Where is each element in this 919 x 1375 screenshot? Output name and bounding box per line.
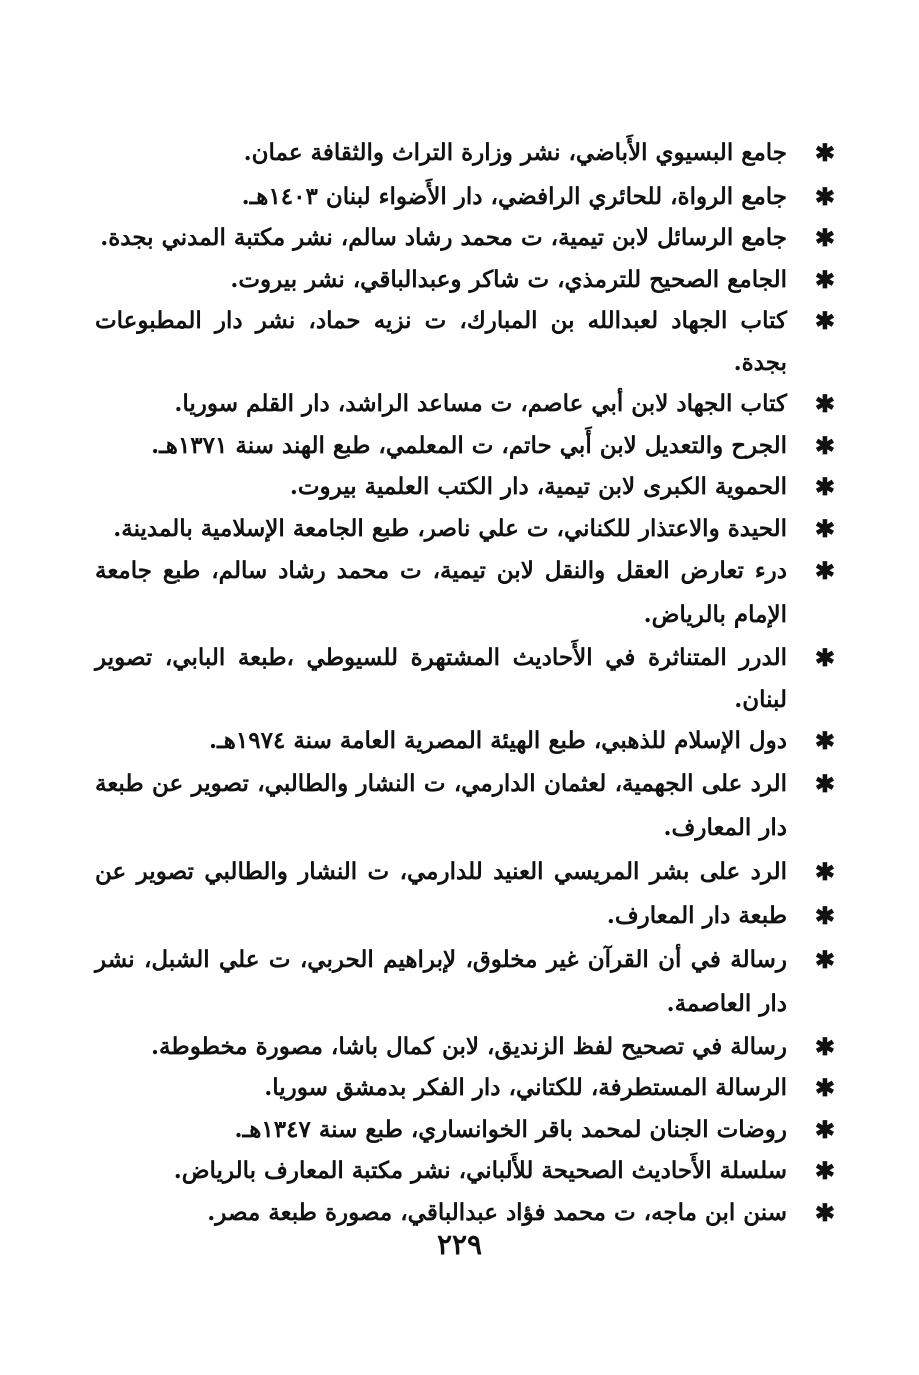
asterisk-bullet-icon: ✱ bbox=[814, 264, 835, 294]
asterisk-bullet-icon: ✱ bbox=[814, 1197, 835, 1227]
asterisk-bullet-icon: ✱ bbox=[814, 389, 835, 418]
asterisk-bullet-icon: ✱ bbox=[814, 726, 835, 755]
bibliography-list bbox=[95, 132, 835, 1233]
asterisk-bullet-icon: ✱ bbox=[814, 472, 835, 501]
entry-text: سلسلة الأَحاديث الصحيحة للأَلباني، نشر مكتبة المعارف بالرياض. bbox=[173, 1157, 787, 1184]
entry-text: الدرر المتناثرة في الأَحاديث المشتهرة للسيوطي ،طبعة البابي، تصوير لبنان. bbox=[95, 644, 787, 713]
entry-text: جامع البسيوي الأَباضي، نشر وزارة التراث والثقافة عمان. bbox=[243, 139, 787, 166]
bibliography-entry bbox=[95, 217, 835, 259]
entry-text: الحيدة والاعتذار للكناني، ت علي ناصر، طبع الجامعة الإسلامية بالمدينة. bbox=[113, 514, 787, 542]
entry-text: جامع الرواة، للحائري الرافضي، دار الأَضواء لبنان ١٤٠٣هـ. bbox=[241, 182, 787, 210]
bibliography-entry bbox=[95, 637, 835, 720]
bibliography-entry bbox=[95, 1192, 835, 1234]
bibliography-entry bbox=[95, 1067, 835, 1109]
bibliography-entry bbox=[95, 176, 835, 218]
asterisk-bullet-icon: ✱ bbox=[814, 181, 835, 211]
bibliography-entry bbox=[95, 383, 835, 425]
asterisk-bullet-icon: ✱ bbox=[814, 138, 835, 167]
entry-text: روضات الجنان لمحمد باقر الخوانساري، طبع سنة ١٣٤٧هـ. bbox=[234, 1115, 787, 1143]
entry-text: درء تعارض العقل والنقل لابن تيمية، ت محمد رشاد سالم، طبع جامعة الإمام بالرياض. bbox=[95, 557, 787, 628]
bibliography-entry bbox=[95, 762, 835, 850]
entry-text: الجامع الصحيح للترمذي، ت شاكر وعبدالباقي، نشر بيروت. bbox=[230, 265, 787, 293]
entry-text: الرسالة المستطرفة، للكتاني، دار الفكر بدمشق سوريا. bbox=[264, 1074, 787, 1101]
asterisk-bullet-icon: ✱ bbox=[814, 556, 835, 585]
asterisk-bullet-icon: ✱ bbox=[814, 223, 835, 252]
asterisk-bullet-icon: ✱ bbox=[814, 1156, 835, 1185]
asterisk-bullet-icon: ✱ bbox=[814, 944, 835, 974]
asterisk-bullet-icon: ✱ bbox=[814, 900, 835, 930]
asterisk-bullet-icon: ✱ bbox=[814, 1031, 835, 1061]
asterisk-bullet-icon: ✱ bbox=[814, 1073, 835, 1102]
asterisk-bullet-icon: ✱ bbox=[814, 306, 835, 335]
entry-text: الرد على بشر المريسي العنيد للدارمي، ت النشار والطالبي تصوير عن طبعة دار المعارف. bbox=[95, 857, 787, 929]
bibliography-entry bbox=[95, 425, 835, 467]
entry-text: رسالة في أن القرآن غير مخلوق، لإبراهيم الحربي، ت علي الشبل، نشر دار العاصمة. bbox=[95, 945, 787, 1017]
page-number: ٢٢٩ bbox=[436, 1228, 483, 1261]
asterisk-bullet-icon: ✱ bbox=[814, 643, 835, 672]
bibliography-entry bbox=[95, 1026, 835, 1068]
entry-text: دول الإسلام للذهبي، طبع الهيئة المصرية العامة سنة ١٩٧٤هـ. bbox=[209, 727, 787, 754]
bibliography-entry bbox=[95, 1150, 835, 1192]
asterisk-bullet-icon: ✱ bbox=[814, 1114, 835, 1144]
bibliography-entry bbox=[95, 1109, 835, 1151]
asterisk-bullet-icon: ✱ bbox=[814, 768, 835, 798]
entry-text: سنن ابن ماجه، ت محمد فؤاد عبدالباقي، مصورة طبعة مصر. bbox=[207, 1198, 787, 1226]
bibliography-entry bbox=[95, 938, 835, 1026]
entry-text: الرد على الجهمية، لعثمان الدارمي، ت النشار والطالبي، تصوير عن طبعة دار المعارف. bbox=[95, 769, 787, 841]
entry-text: الحموية الكبرى لابن تيمية، دار الكتب العلمية بيروت. bbox=[289, 473, 787, 500]
bibliography-entry bbox=[95, 300, 835, 383]
entry-text: كتاب الجهاد لابن أبي عاصم، ت مساعد الراشد، دار القلم سوريا. bbox=[174, 390, 787, 417]
entry-text: الجرح والتعديل لابن أَبي حاتم، ت المعلمي، طبع الهند سنة ١٣٧١هـ. bbox=[151, 431, 787, 459]
entry-text: جامع الرسائل لابن تيمية، ت محمد رشاد سالم، نشر مكتبة المدني بجدة. bbox=[100, 224, 787, 251]
entry-text: رسالة في تصحيح لفظ الزنديق، لابن كمال باشا، مصورة مخطوطة. bbox=[151, 1032, 787, 1060]
bibliography-entry bbox=[95, 259, 835, 301]
bibliography-entry bbox=[95, 466, 835, 508]
bibliography-entry bbox=[95, 508, 835, 550]
asterisk-bullet-icon: ✱ bbox=[814, 856, 835, 886]
bibliography-entry bbox=[95, 549, 835, 637]
bibliography-entry bbox=[95, 132, 835, 174]
bibliography-entry bbox=[95, 850, 835, 938]
asterisk-bullet-icon: ✱ bbox=[814, 513, 835, 543]
asterisk-bullet-icon: ✱ bbox=[814, 430, 835, 460]
bibliography-entry bbox=[95, 720, 835, 762]
entry-text: كتاب الجهاد لعبدالله بن المبارك، ت نزيه حماد، نشر دار المطبوعات بجدة. bbox=[95, 307, 787, 376]
